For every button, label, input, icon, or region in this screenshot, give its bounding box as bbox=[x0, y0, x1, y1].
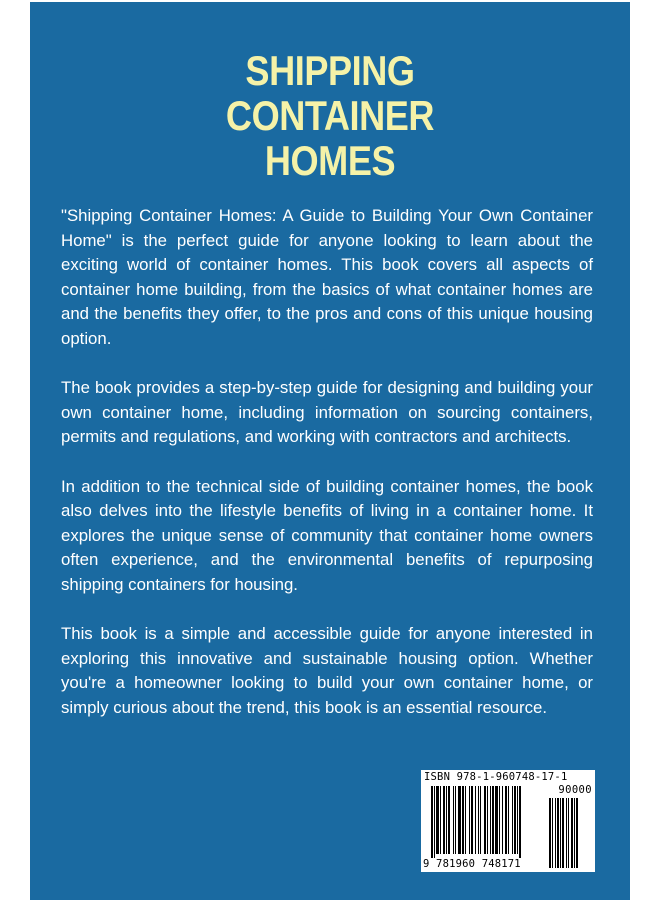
price-code: 90000 bbox=[558, 784, 592, 796]
isbn-label: ISBN 978-1-960748-17-1 bbox=[424, 771, 568, 783]
barcode-number: 9 781960 748171 bbox=[423, 858, 521, 870]
title-line-2: CONTAINER bbox=[225, 92, 435, 139]
isbn-barcode bbox=[421, 770, 595, 872]
title-line-3: HOMES bbox=[264, 137, 396, 184]
title-line-1: SHIPPING bbox=[245, 47, 415, 94]
blurb-paragraph-3: In addition to the technical side of building container homes, the book also delves into the lifestyle benefits of living in a container home. It explores the unique sense of community that container home owners often experience, and the environmental benefits of repurposing shipping containers for housing. bbox=[61, 476, 593, 594]
blurb bbox=[61, 204, 593, 745]
blurb-paragraph-4: This book is a simple and accessible guide for anyone interested in exploring this innovative and sustainable housing option. Whether you're a homeowner looking to build your own container home, or simply curious about the trend, this book is an essential resource. bbox=[61, 624, 593, 717]
blurb-paragraph-1: "Shipping Container Homes: A Guide to Building Your Own Container Home" is the perfect guide for anyone looking to learn about the exciting world of container homes. This book covers all aspects of container home building, from the basics of what container homes are and the benefits they offer, to the pros and cons of this unique housing option. bbox=[61, 206, 593, 348]
book-title bbox=[72, 48, 588, 183]
back-cover bbox=[30, 2, 630, 900]
blurb-paragraph-2: The book provides a step-by-step guide for designing and building your own container home, including information on sourcing containers, permits and regulations, and working with contractors and architects. bbox=[61, 378, 593, 447]
